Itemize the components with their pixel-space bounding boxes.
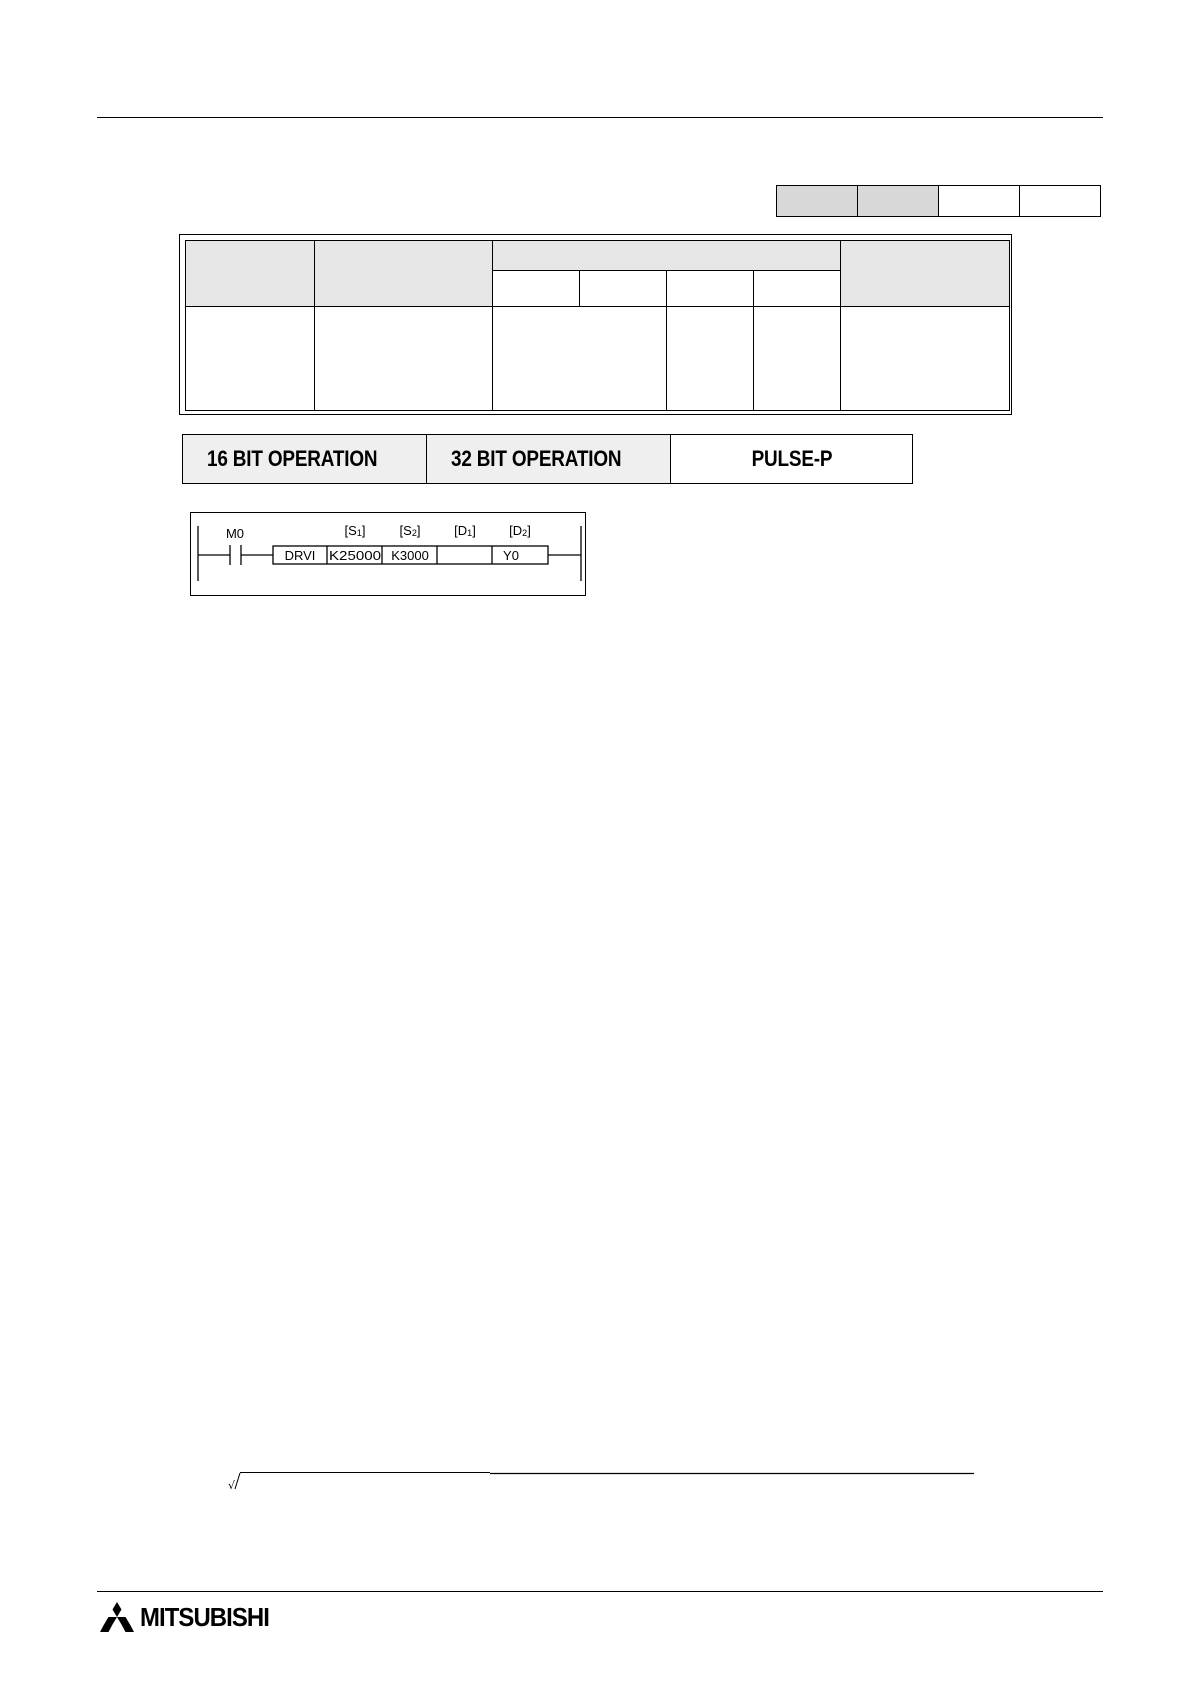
unit-box-3 [939, 186, 1020, 216]
table-subheader-cell [580, 271, 667, 307]
operand-table-frame [179, 234, 1012, 415]
instruction-mnemonic: DRVI [284, 548, 316, 563]
ladder-diagram [190, 512, 586, 596]
table-subheader-cell [493, 271, 580, 307]
unit-box-1 [777, 186, 858, 216]
table-body-cell [754, 307, 841, 411]
table-body-cell [667, 307, 754, 411]
table-header-group [493, 241, 841, 271]
table-subheader-cell [754, 271, 841, 307]
table-subheader-cell [667, 271, 754, 307]
operand-d2: Y0 [503, 548, 519, 563]
bit16-cell [183, 435, 427, 483]
operand-label-d1: [D1] [454, 523, 476, 538]
table-header-cell [186, 241, 315, 307]
operand-table [185, 240, 1010, 411]
pulse-label: PULSE-P [751, 446, 832, 471]
footer-rule [97, 1591, 1103, 1592]
header-rule [97, 117, 1103, 118]
ladder-svg [191, 513, 585, 595]
pulse-cell [671, 435, 912, 483]
sqrt-formula-line [228, 1470, 978, 1492]
table-body-cell [186, 307, 315, 411]
sqrt-symbol: √ [228, 1479, 236, 1492]
operand-label-s2: [S2] [399, 523, 421, 538]
operand-s2: K3000 [391, 548, 429, 563]
operation-strip [182, 434, 913, 484]
unit-box-4 [1020, 186, 1100, 216]
operand-s1: K25000 [329, 548, 381, 563]
unit-box-2 [858, 186, 939, 216]
bit32-label: 32 BIT OPERATION [451, 446, 622, 471]
contact-label: M0 [225, 526, 245, 541]
bit16-label: 16 BIT OPERATION [207, 446, 378, 471]
applicable-units-boxes [776, 185, 1101, 217]
brand-name: MITSUBISHI [140, 1601, 270, 1632]
table-body-cell [841, 307, 1010, 411]
bit32-cell [427, 435, 671, 483]
table-header-cell [841, 241, 1010, 307]
table-header-cell [315, 241, 493, 307]
mitsubishi-logo [100, 1601, 280, 1633]
three-diamonds-icon [100, 1602, 134, 1632]
table-body-cell [493, 307, 667, 411]
operand-label-s1: [S1] [344, 523, 366, 538]
operand-label-d2: [D2] [509, 523, 531, 538]
table-body-cell [315, 307, 493, 411]
